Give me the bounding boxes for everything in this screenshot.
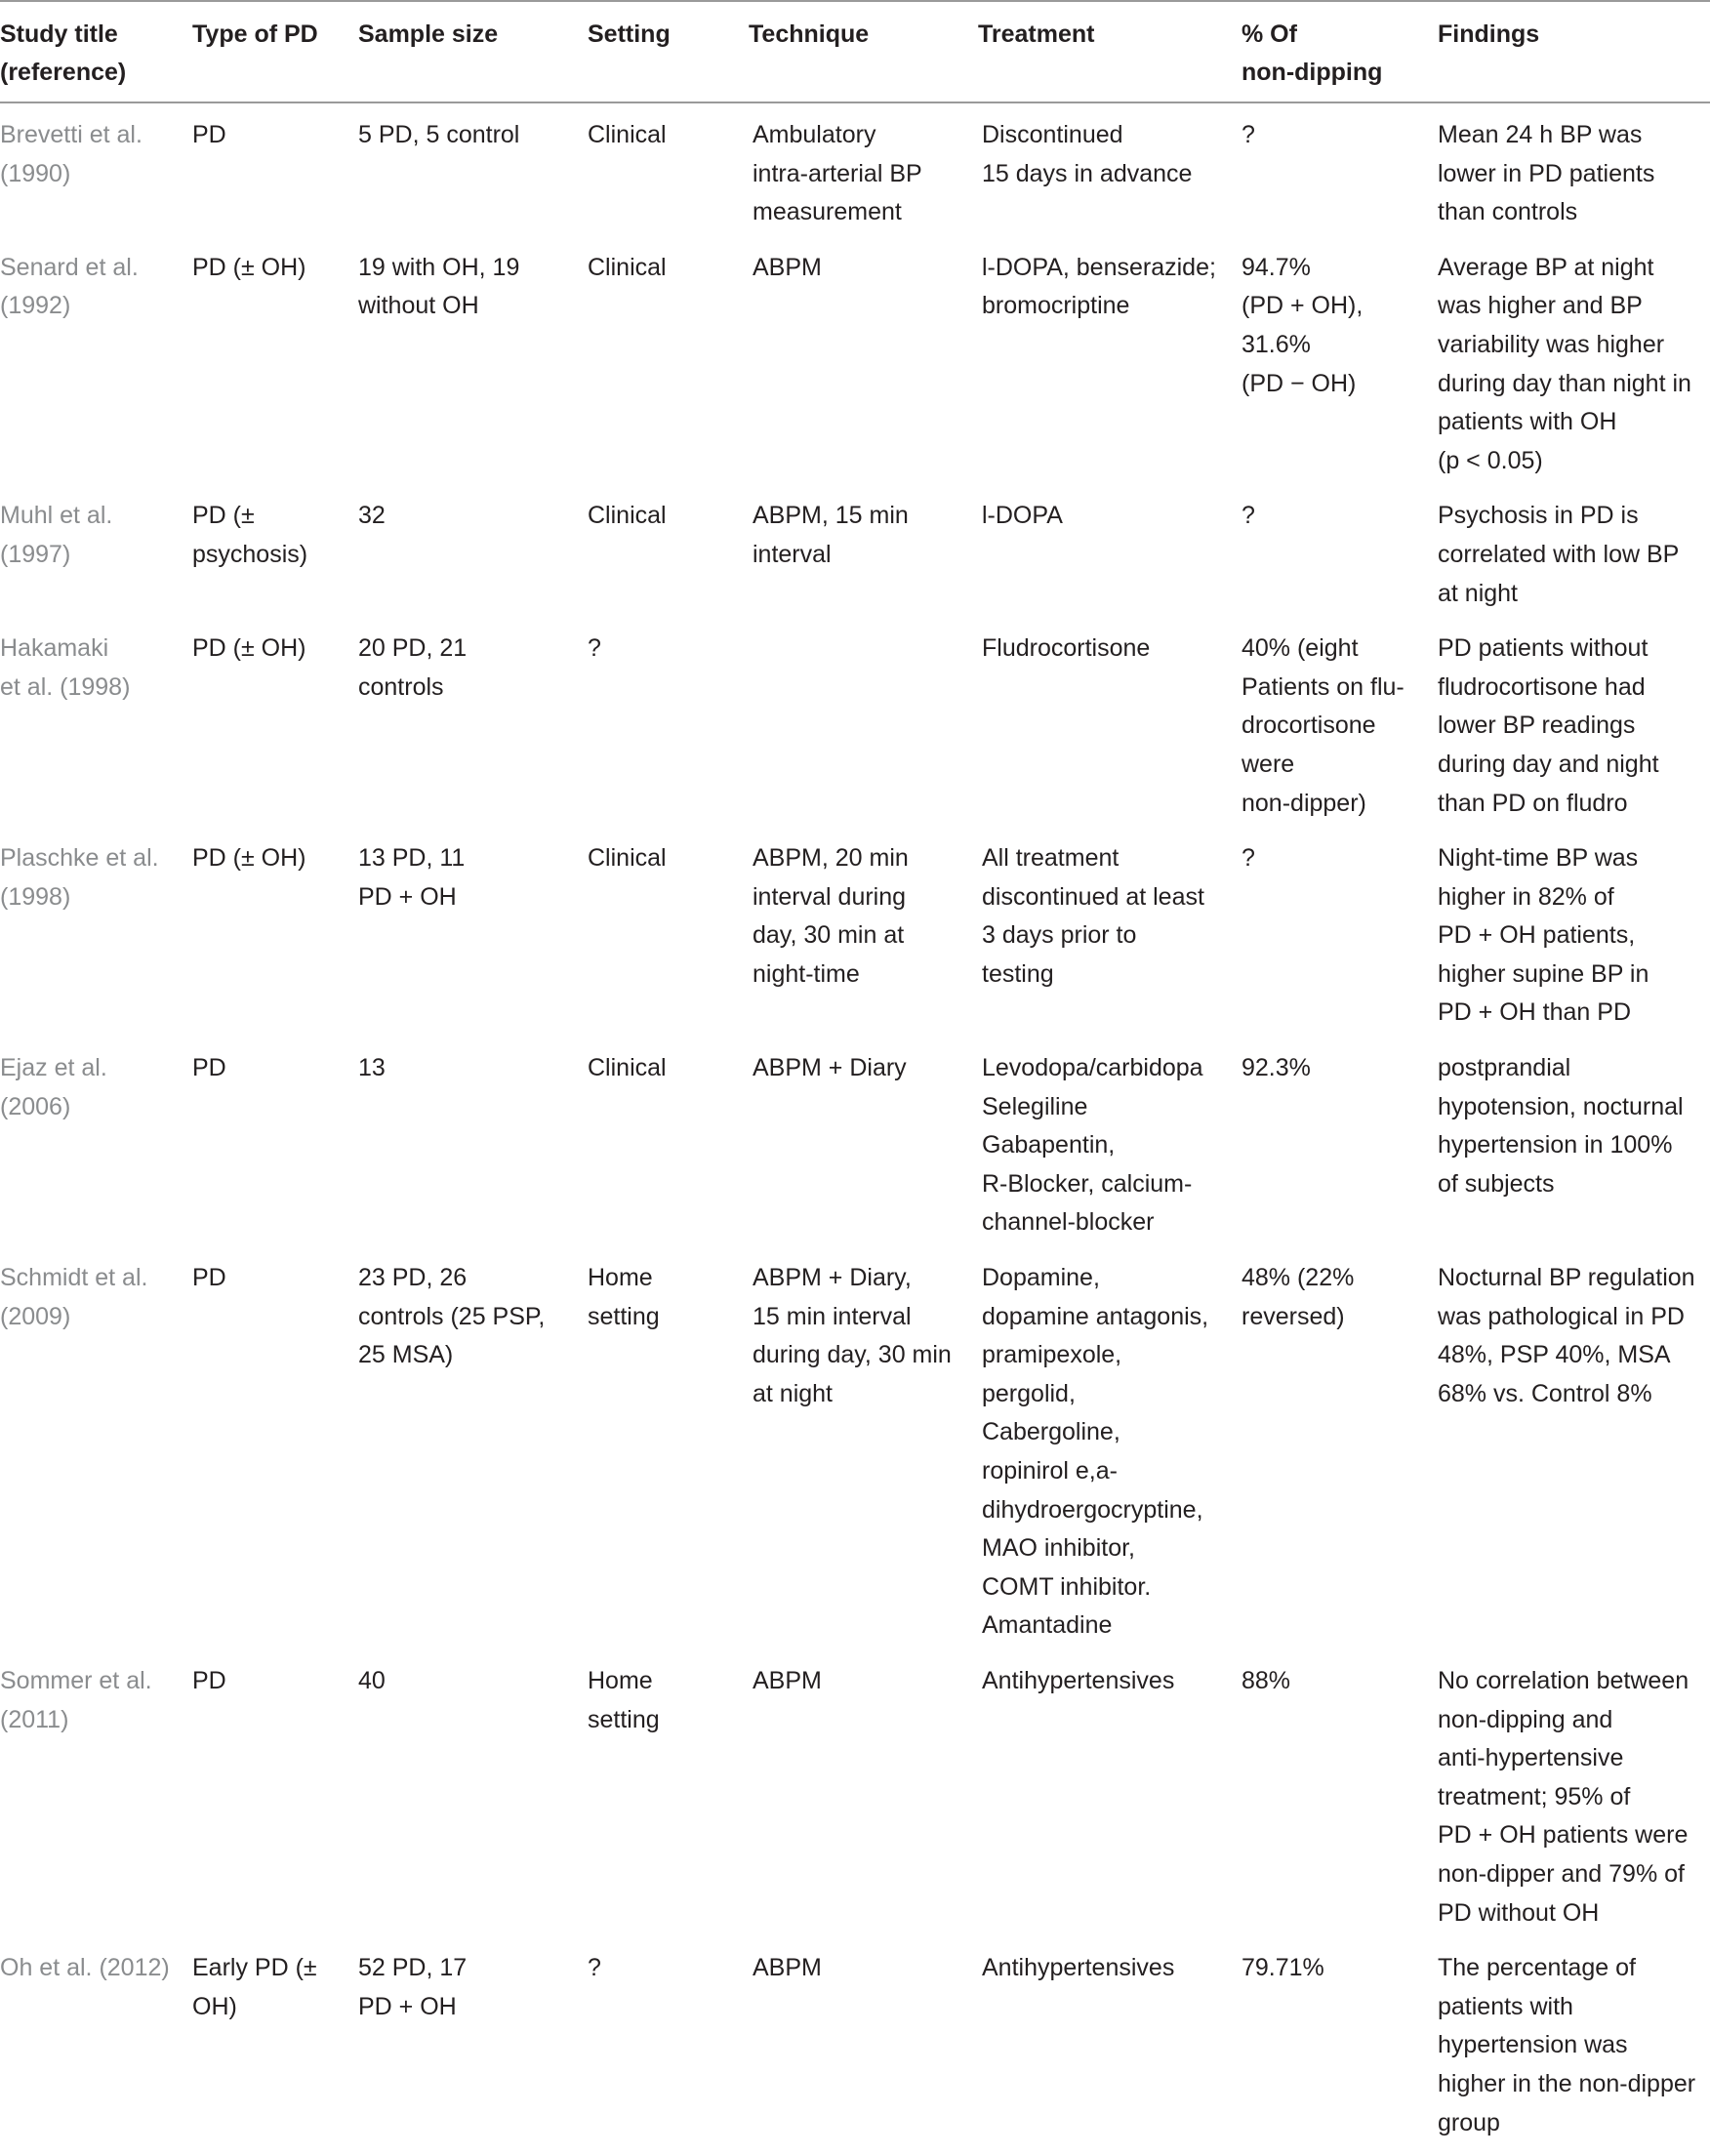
cell-type: PD (± OH) [192, 253, 306, 281]
cell-study: Muhl et al. (1997) [0, 502, 113, 568]
cell-sample: 32 [358, 502, 386, 530]
header-treatment: Treatment [978, 1, 1242, 102]
cell-setting: Home setting [588, 1666, 660, 1733]
table-row [0, 823, 1710, 1033]
cell-study: Senard et al. (1992) [0, 253, 139, 320]
cell-technique: ABPM + Diary, 15 min interval during day, 30 min at night [753, 1264, 952, 1407]
table-header [0, 1, 1710, 102]
cell-findings: Average BP at night was higher and BP variability was higher during day than night in patients with OH (p < 0.05) [1438, 253, 1691, 474]
cell-technique: ABPM [753, 1954, 822, 1982]
cell-findings: postprandial hypotension, nocturnal hypertension in 100% of subjects [1438, 1054, 1684, 1198]
cell-sample: 52 PD, 17 PD + OH [358, 1954, 468, 2020]
cell-non-dipping: ? [1242, 502, 1255, 530]
cell-treatment: l-DOPA [982, 502, 1063, 530]
cell-technique: ABPM [753, 253, 822, 281]
header-technique: Technique [749, 1, 978, 102]
cell-non-dipping: 48% (22% reversed) [1242, 1264, 1355, 1330]
cell-findings: Nocturnal BP regulation was pathological in PD 48%, PSP 40%, MSA 68% vs. Control 8% [1438, 1264, 1695, 1407]
cell-study: Hakamaki et al. (1998) [0, 634, 131, 701]
table-row [0, 1242, 1710, 1646]
table-row [0, 102, 1710, 232]
cell-study: Brevetti et al. (1990) [0, 121, 142, 187]
cell-setting: ? [588, 634, 601, 663]
cell-sample: 40 [358, 1666, 386, 1694]
cell-treatment: Antihypertensives [982, 1954, 1175, 1982]
cell-study: Ejaz et al. (2006) [0, 1054, 107, 1120]
header-row [0, 1, 1710, 102]
cell-type: PD [192, 1054, 226, 1082]
cell-study: Sommer et al. (2011) [0, 1666, 152, 1733]
header-study-title: Study title (reference) [0, 1, 192, 102]
cell-technique: Ambulatory intra-arterial BP measurement [753, 121, 922, 226]
cell-treatment: Dopamine, dopamine antagonis, pramipexole, pergolid, Cabergoline, ropinirol e,a- dihydroergocryptine, MAO inhibitor, COMT inhibitor. Amantadine [982, 1264, 1209, 1640]
table-row [0, 232, 1710, 481]
cell-setting: Clinical [588, 121, 667, 148]
cell-type: PD (± psychosis) [192, 502, 308, 568]
cell-type: PD (± OH) [192, 634, 306, 663]
cell-findings: PD patients without fludrocortisone had lower BP readings during day and night than PD on fludro [1438, 634, 1659, 817]
cell-treatment: Fludrocortisone [982, 634, 1151, 663]
cell-technique: ABPM [753, 1666, 822, 1694]
cell-treatment: All treatment discontinued at least 3 days prior to testing [982, 844, 1204, 988]
cell-sample: 5 PD, 5 control [358, 121, 520, 148]
cell-technique [749, 613, 978, 823]
cell-type: Early PD (± OH) [192, 1954, 317, 2020]
cell-treatment: Antihypertensives [982, 1666, 1175, 1694]
table-row [0, 480, 1710, 613]
cell-non-dipping: 88% [1242, 1666, 1291, 1694]
cell-sample: 19 with OH, 19 without OH [358, 253, 520, 320]
cell-treatment: Discontinued 15 days in advance [982, 121, 1193, 187]
cell-setting: Clinical [588, 253, 667, 281]
cell-non-dipping: 92.3% [1242, 1054, 1311, 1082]
cell-findings: The percentage of patients with hypertension was higher in the non-dipper group [1438, 1954, 1696, 2136]
cell-sample: 13 PD, 11 PD + OH [358, 844, 466, 911]
cell-technique: ABPM, 20 min interval during day, 30 min at night-time [753, 844, 909, 988]
cell-sample: 20 PD, 21 controls [358, 634, 468, 701]
cell-sample: 13 [358, 1054, 386, 1082]
header-sample-size: Sample size [358, 1, 588, 102]
cell-non-dipping: ? [1242, 844, 1255, 873]
cell-non-dipping: 79.71% [1242, 1954, 1324, 1982]
cell-setting: Clinical [588, 502, 667, 530]
cell-study: Oh et al. (2012) [0, 1954, 170, 1982]
header-findings: Findings [1438, 1, 1710, 102]
cell-setting: ? [588, 1954, 601, 1982]
table-row [0, 1932, 1710, 2142]
cell-study: Plaschke et al. (1998) [0, 844, 159, 911]
cell-technique: ABPM + Diary [753, 1054, 907, 1082]
header-setting: Setting [588, 1, 749, 102]
cell-non-dipping: 94.7% (PD + OH), 31.6% (PD − OH) [1242, 253, 1364, 397]
cell-non-dipping: ? [1242, 121, 1255, 148]
table-body [0, 102, 1710, 2142]
cell-technique: ABPM, 15 min interval [753, 502, 909, 568]
header-non-dipping: % Of non-dipping [1242, 1, 1438, 102]
cell-sample: 23 PD, 26 controls (25 PSP, 25 MSA) [358, 1264, 546, 1369]
table-row [0, 613, 1710, 823]
cell-type: PD [192, 1264, 226, 1292]
cell-setting: Home setting [588, 1264, 660, 1330]
cell-findings: Psychosis in PD is correlated with low BP at night [1438, 502, 1680, 607]
cell-type: PD [192, 1666, 226, 1694]
cell-setting: Clinical [588, 1054, 667, 1082]
cell-type: PD [192, 121, 226, 148]
cell-findings: No correlation between non-dipping and anti-hypertensive treatment; 95% of PD + OH patients were non-dipper and 79% of PD without OH [1438, 1666, 1690, 1927]
cell-type: PD (± OH) [192, 844, 306, 873]
cell-findings: Mean 24 h BP was lower in PD patients than controls [1438, 121, 1655, 226]
header-type-of-pd: Type of PD [192, 1, 358, 102]
table-row [0, 1646, 1710, 1932]
cell-findings: Night-time BP was higher in 82% of PD + OH patients, higher supine BP in PD + OH than PD [1438, 844, 1649, 1027]
cell-setting: Clinical [588, 844, 667, 873]
cell-treatment: l-DOPA, benserazide; bromocriptine [982, 253, 1216, 320]
cell-treatment: Levodopa/carbidopa Selegiline Gabapentin, R-Blocker, calcium- channel-blocker [982, 1054, 1203, 1237]
cell-non-dipping: 40% (eight Patients on flu- drocortisone were non-dipper) [1242, 634, 1405, 817]
table-row [0, 1033, 1710, 1242]
cell-study: Schmidt et al. (2009) [0, 1264, 148, 1330]
